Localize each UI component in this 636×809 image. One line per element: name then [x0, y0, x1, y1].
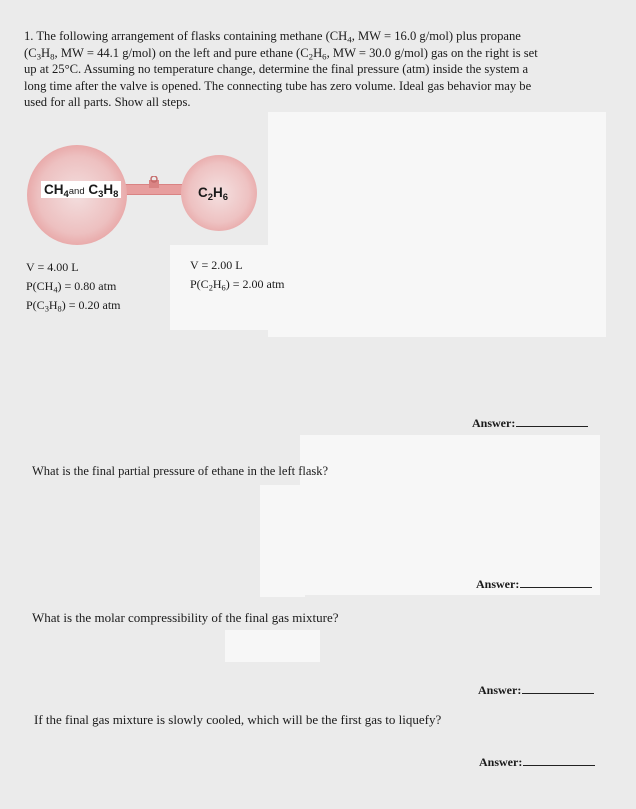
- paper-patch: [300, 435, 600, 595]
- answer-1: Answer:: [472, 416, 588, 431]
- question-4: If the final gas mixture is slowly cooled, which will be the first gas to liquefy?: [34, 712, 442, 727]
- problem-statement: [24, 28, 584, 111]
- right-p-c2h6: $P(C_2H_6) = 2.00$ atm: [190, 277, 285, 293]
- left-flask-values: [26, 258, 121, 315]
- answer-4-blank[interactable]: [523, 765, 595, 766]
- paper-patch: [225, 630, 320, 662]
- valve-icon: [146, 176, 162, 188]
- problem-line-2: ($C_3H_8$, MW = 44.1 g/mol) on the left and pure ethane ($C_2H_6$, MW = 30.0 g/mol) gas on the right is set: [24, 45, 538, 62]
- answer-2: Answer:: [476, 577, 592, 592]
- answer-3-blank[interactable]: [522, 693, 594, 694]
- problem-line-5: used for all parts. Show all steps.: [24, 95, 191, 110]
- answer-1-blank[interactable]: [516, 426, 588, 427]
- left-p-ch4: $P(CH_4) = 0.80$ atm: [26, 279, 117, 295]
- right-volume: V = 2.00 L: [190, 258, 243, 272]
- answer-4: Answer:: [479, 755, 595, 770]
- answer-3: Answer:: [478, 683, 594, 698]
- answer-2-blank[interactable]: [520, 587, 592, 588]
- right-flask-values: [190, 256, 285, 294]
- question-3: What is the molar compressibility of the final gas mixture?: [32, 610, 339, 625]
- problem-line-4: long time after the valve is opened. The connecting tube has zero volume. Ideal gas behavior may be: [24, 78, 532, 93]
- right-flask-label: $C_2H_6$: [198, 185, 228, 203]
- problem-line-1: 1. The following arrangement of flasks containing methane ($CH_4$, MW = 16.0 g/mol) plus propane: [24, 29, 521, 45]
- left-p-c3h8: $P(C_3H_8) = 0.20$ atm: [26, 298, 121, 314]
- problem-line-3: up at 25°C. Assuming no temperature change, determine the final pressure (atm) inside the system a: [24, 62, 529, 77]
- paper-patch: [260, 485, 305, 597]
- left-volume: V = 4.00 L: [26, 260, 79, 274]
- question-2: What is the final partial pressure of ethane in the left flask?: [32, 464, 329, 478]
- left-flask-label: $CH_4and$ $C_3H_8$: [41, 181, 121, 198]
